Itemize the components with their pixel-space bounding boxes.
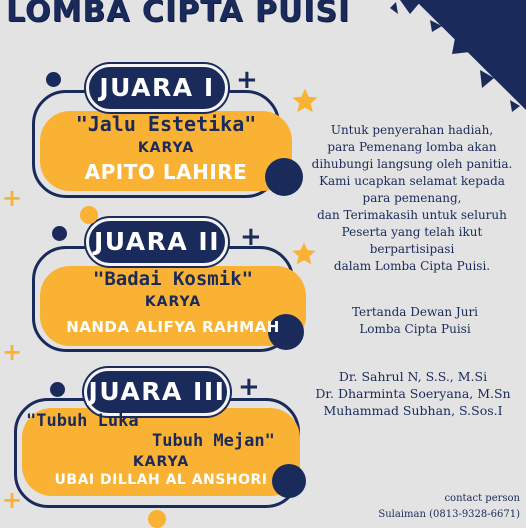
star-icon bbox=[290, 86, 320, 116]
winner-3-rank: JUARA III bbox=[84, 368, 230, 416]
announcement-line: dalam Lomba Cipta Puisi. bbox=[333, 259, 491, 273]
winner-3-poem-line2: Tubuh Mejan" bbox=[152, 431, 275, 451]
winner-2-poem: "Badai Kosmik" bbox=[92, 268, 254, 290]
announcement-line: dan Terimakasih untuk seluruh bbox=[317, 208, 507, 222]
plus-icon: + bbox=[2, 184, 23, 212]
winner-1-rank: JUARA I bbox=[86, 64, 228, 112]
announcement-line: Kami ucapkan selamat kepada bbox=[319, 174, 505, 188]
dot-icon bbox=[50, 382, 65, 397]
plus-icon: + bbox=[236, 65, 258, 95]
winner-2-karya: KARYA bbox=[144, 294, 202, 310]
signed-line: Lomba Cipta Puisi bbox=[359, 322, 471, 336]
judge-name: Dr. Dharminta Soeryana, M.Sn bbox=[315, 386, 511, 401]
dot-icon bbox=[52, 226, 67, 241]
plus-icon: + bbox=[240, 222, 262, 252]
winner-3-poem-line1: "Tubuh Luka bbox=[26, 411, 139, 431]
plus-icon: + bbox=[2, 338, 23, 366]
circle-decoration bbox=[148, 510, 166, 528]
signature-block bbox=[304, 304, 526, 338]
triangle-decoration bbox=[360, 0, 526, 115]
dot-icon bbox=[46, 72, 61, 87]
judge-name: Dr. Sahrul N, S.S., M.Si bbox=[338, 369, 488, 384]
poster-title: LOMBA CIPTA PUISI bbox=[6, 0, 351, 29]
contact-line: Sulaiman (0813-9328-6671) bbox=[378, 509, 520, 520]
winner-2-rank: JUARA II bbox=[86, 218, 228, 266]
announcement-text bbox=[298, 122, 526, 275]
winner-1-karya: KARYA bbox=[137, 140, 195, 156]
announcement-line: berpartisipasi bbox=[369, 242, 455, 256]
plus-icon: + bbox=[238, 372, 260, 402]
announcement-line: dihubungi langsung oleh panitia. bbox=[311, 157, 513, 171]
judges-list bbox=[300, 368, 526, 419]
signed-line: Tertanda Dewan Juri bbox=[351, 305, 479, 319]
circle-decoration bbox=[80, 206, 98, 224]
winner-2-author: NANDA ALIFYA RAHMAH bbox=[66, 318, 280, 336]
winner-1-author: APITO LAHIRE bbox=[84, 160, 248, 184]
announcement-line: Peserta yang telah ikut bbox=[341, 225, 483, 239]
plus-icon: + bbox=[2, 486, 23, 514]
announcement-line: Untuk penyerahan hadiah, bbox=[330, 123, 494, 137]
judge-name: Muhammad Subhan, S.Sos.I bbox=[323, 403, 503, 418]
winner-1-poem: "Jalu Estetika" bbox=[75, 112, 257, 136]
announcement-line: para Pemenang lomba akan bbox=[327, 140, 497, 154]
winner-3-author: UBAI DILLAH AL ANSHORI bbox=[54, 472, 268, 488]
contact-label: contact person bbox=[444, 493, 520, 504]
winner-3-karya: KARYA bbox=[132, 454, 190, 470]
announcement-line: para pemenang, bbox=[362, 191, 462, 205]
